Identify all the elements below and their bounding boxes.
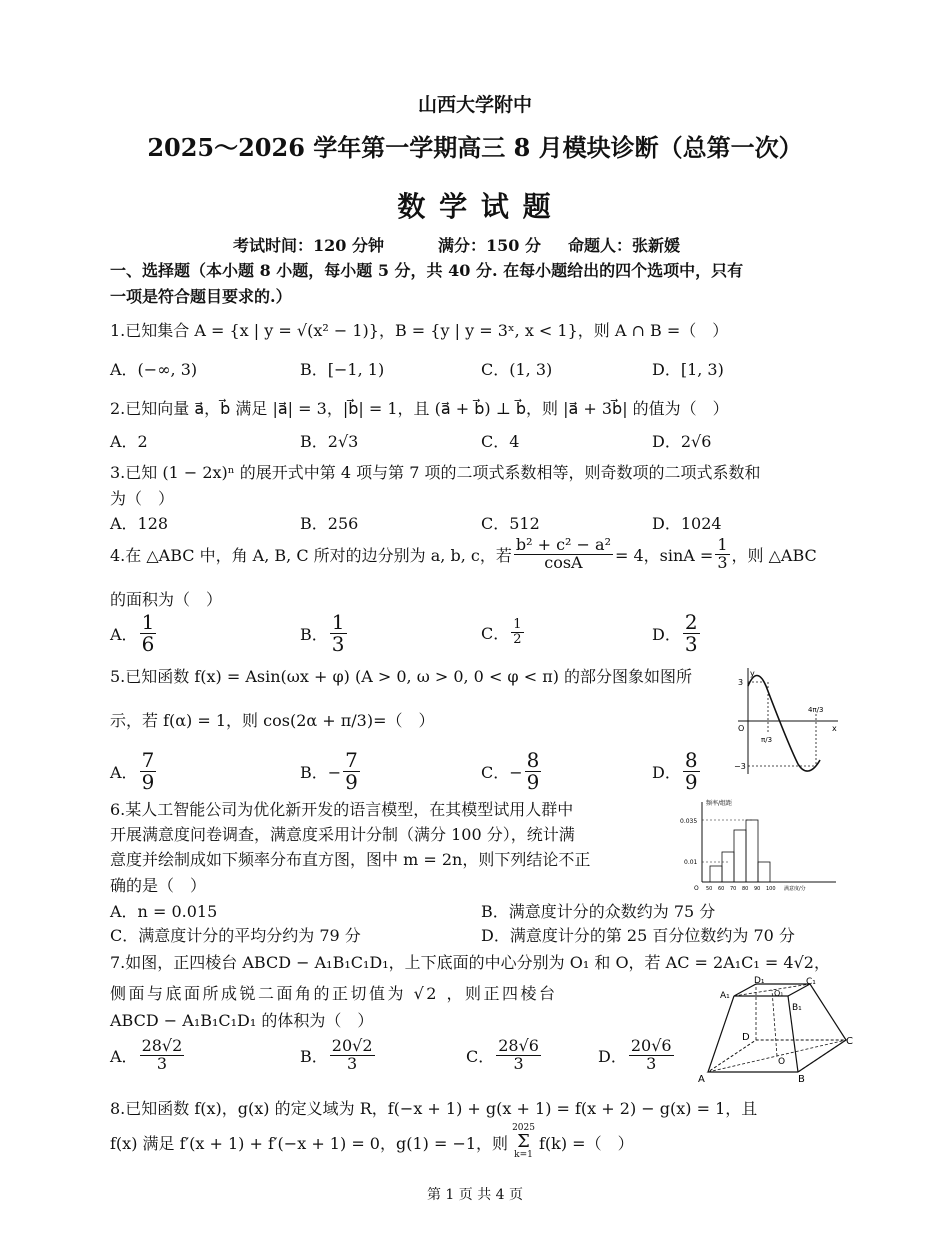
q4-option-c-frac — [511, 618, 523, 646]
q4-option-d-den: 3 — [684, 632, 698, 656]
q5-sine-graph — [732, 664, 842, 776]
q6-stem-line1: 6.某人工智能公司为优化新开发的语言模型，在其模型试用人群中 — [110, 800, 574, 819]
q7-diag-ac — [708, 1040, 846, 1072]
q3-stem-line1: 3.已知 (1 − 2x)ⁿ 的展开式中第 4 项与第 7 项的二项式系数相等，则奇数项的二项式系数和 — [110, 463, 761, 482]
q7-option-a-label: A． — [110, 1046, 138, 1066]
q7-label-a: A — [698, 1074, 705, 1085]
full-score: 满分：150 分 — [438, 236, 541, 255]
q7-stem-line3: ABCD − A₁B₁C₁D₁ 的体积为（ ） — [110, 1011, 374, 1030]
q6-stem-line3: 意度并绘制成如下频率分布直方图，图中 m = 2n，则下列结论不正 — [110, 850, 591, 869]
q5-option-a-frac — [140, 750, 157, 793]
q6-tick-90: 90 — [754, 886, 761, 892]
q6-tick-70: 70 — [730, 886, 737, 892]
q7-label-d: D — [742, 1032, 750, 1043]
q5-line2-arg: (2α + π/3) — [289, 711, 374, 730]
q2-option-d[interactable]: D．2√6 — [652, 432, 712, 451]
q7-label-c: C — [846, 1036, 853, 1047]
q5-option-b-label: B．− — [300, 763, 342, 782]
q5-label-top: 3 — [738, 678, 744, 687]
q4-option-c-den: 2 — [513, 631, 522, 647]
q6-bar-70-80 — [734, 830, 746, 882]
q5-label-bottom: −3 — [734, 762, 746, 771]
q7-label-c1: C₁ — [806, 977, 816, 987]
q4-post: ，则 △ABC — [731, 545, 817, 565]
subject-title: 数 学 试 题 — [397, 190, 553, 223]
q7-label-o1: O₁ — [774, 989, 784, 998]
q7-option-a-frac — [140, 1038, 185, 1073]
q7-label-o: O — [778, 1057, 786, 1067]
q2-option-c[interactable]: C．4 — [481, 432, 520, 451]
q7-option-c-label: C． — [466, 1046, 495, 1066]
q5-option-b-frac — [343, 750, 360, 793]
q2-stem: 2.已知向量 a⃗，b⃗ 满足 |a⃗| = 3，|b⃗| = 1，且 (a⃗ + b⃗) ⊥ b⃗，则 |a⃗ + 3b⃗| 的值为（ ） — [110, 399, 729, 418]
q7-option-b-frac — [330, 1038, 375, 1073]
q5-stem-line2 — [110, 708, 435, 731]
q5-option-d-frac — [683, 750, 700, 793]
exam-time: 考试时间：120 分钟 — [233, 236, 384, 255]
q7-stem-line1: 7.如图，正四棱台 ABCD − A₁B₁C₁D₁，上下底面的中心分别为 O₁ 和 O，若 AC = 2A₁C₁ = 4√2， — [110, 953, 830, 972]
q4-option-c[interactable] — [481, 618, 526, 646]
q4-sin-fraction — [715, 537, 729, 572]
exam-author: 命题人：张新媛 — [568, 236, 681, 255]
q4-option-d-num: 2 — [684, 610, 698, 634]
q6-tick-100: 100 — [766, 886, 776, 892]
q7-option-d-num: 20√6 — [630, 1036, 672, 1055]
q7-label-d1: D₁ — [754, 976, 765, 986]
q4-option-a[interactable] — [110, 612, 158, 655]
q8-line2-post: f(k) =（ ） — [538, 1133, 634, 1153]
q5-option-c[interactable] — [481, 750, 543, 793]
q4-option-c-label: C． — [481, 623, 510, 643]
q5-option-c-frac — [525, 750, 542, 793]
q8-sum-bottom: k=1 — [514, 1150, 533, 1160]
q3-option-b[interactable]: B．256 — [300, 514, 359, 533]
q4-sin-num: 1 — [717, 535, 728, 554]
q7-option-b-den: 3 — [347, 1053, 358, 1073]
q6-bar-80-90 — [746, 820, 758, 882]
q1-option-d[interactable]: D．[1, 3) — [652, 360, 724, 379]
q5-option-c-den: 9 — [526, 770, 540, 794]
q4-option-d-frac — [683, 612, 700, 655]
q6-bar-50-60 — [710, 866, 722, 882]
q4-frac-den: cosA — [544, 552, 583, 572]
q6-tick-50: 50 — [706, 886, 713, 892]
q3-option-a[interactable]: A．128 — [110, 514, 169, 533]
q7-edge-aa1 — [708, 996, 734, 1072]
page-footer: 第 1 页 共 4 页 — [426, 1187, 524, 1203]
q5-option-d-label: D． — [652, 763, 681, 782]
q5-option-c-num: 8 — [526, 748, 540, 772]
q8-sum-top: 2025 — [512, 1123, 535, 1133]
q7-option-c-num: 28√6 — [498, 1036, 539, 1055]
q5-option-a-label: A． — [110, 763, 138, 782]
q5-y-axis-label: y — [750, 669, 755, 678]
q4-option-a-num: 1 — [141, 610, 155, 634]
q6-option-c[interactable]: C．满意度计分的平均分约为 79 分 — [110, 926, 361, 945]
q7-option-d-label: D． — [598, 1046, 627, 1066]
q1-set-b: B = {y | y = 3ˣ, x < 1} — [394, 321, 578, 340]
q5-option-d[interactable] — [652, 750, 702, 793]
q4-frac-num: b² + c² − a² — [515, 535, 611, 554]
q7-option-d-den: 3 — [646, 1053, 657, 1073]
q6-option-a[interactable]: A．n = 0.015 — [110, 902, 218, 921]
q4-option-b[interactable] — [300, 612, 349, 655]
q4-pre: 4.在 △ABC 中，角 A, B, C 所对的边分别为 a, b, c，若 — [110, 545, 512, 565]
q7-option-d-frac — [629, 1038, 674, 1073]
q6-bar-90-100 — [758, 862, 770, 882]
q4-option-b-frac — [330, 612, 347, 655]
q6-tick-60: 60 — [718, 886, 725, 892]
q5-sine-curve — [748, 676, 820, 772]
q6-bar-60-70 — [722, 852, 734, 882]
q5-label-origin: O — [738, 724, 745, 733]
q4-option-b-num: 1 — [331, 610, 345, 634]
q6-option-d[interactable]: D．满意度计分的第 25 百分位数约为 70 分 — [481, 926, 795, 945]
q5-option-d-den: 9 — [684, 770, 698, 794]
exam-title: 2025～2026 学年第一学期高三 8 月模块诊断（总第一次） — [147, 133, 803, 162]
q1-option-b[interactable]: B．[−1, 1) — [300, 360, 385, 379]
q4-stem — [110, 537, 817, 572]
q6-stem-line4: 确的是（ ） — [110, 876, 207, 895]
q5-option-b-den: 9 — [345, 770, 358, 794]
q7-option-d[interactable] — [598, 1038, 676, 1073]
q2-option-b[interactable]: B．2√3 — [300, 432, 359, 451]
q7-edge-bc — [798, 1040, 846, 1072]
q7-axis-oo1 — [772, 990, 777, 1056]
q7-frustum-figure — [698, 974, 858, 1084]
q7-option-a-den: 3 — [156, 1053, 168, 1073]
q1-pre: 1.已知集合 — [110, 321, 195, 340]
q5-label-pi3: π/3 — [761, 736, 773, 744]
q3-stem-line2: 为（ ） — [110, 489, 175, 508]
q8-sum-sym: Σ — [517, 1131, 530, 1152]
q5-line2-pre: 示，若 f(α) = 1，则 cos — [110, 711, 290, 730]
q5-option-c-label: C．− — [481, 763, 523, 782]
q1-stem: 1.已知集合 A = {x | y = √(x² − 1)}，B = {y | y = 3ˣ, x < 1}，则 A ∩ B =（ ） — [110, 321, 729, 340]
q5-line2-post: =（ ） — [373, 711, 435, 730]
q5-option-d-num: 8 — [684, 748, 698, 772]
q8-line2-pre: f(x) 满足 f′(x + 1) + f′(−x + 1) = 0，g(1) = −1，则 — [110, 1133, 509, 1153]
q4-option-d-label: D． — [652, 625, 681, 644]
q5-x-axis-label: x — [832, 724, 837, 733]
q1-post: ，则 A ∩ B =（ ） — [577, 321, 729, 340]
q7-option-b[interactable] — [300, 1038, 377, 1073]
q4-option-b-label: B． — [300, 625, 328, 644]
q5-stem-line1: 5.已知函数 f(x) = Asin(ωx + φ) (A > 0, ω > 0, 0 < φ < π) 的部分图象如图所 — [110, 667, 693, 686]
q8-summation — [512, 1124, 535, 1160]
q6-option-b[interactable]: B．满意度计分的众数约为 75 分 — [481, 902, 716, 921]
q1-option-a[interactable]: A．(−∞, 3) — [110, 360, 198, 379]
q6-tick-80: 80 — [742, 886, 749, 892]
q5-label-4pi3: 4π/3 — [808, 706, 824, 714]
q2-option-a[interactable]: A．2 — [110, 432, 148, 451]
q1-option-c[interactable]: C．(1, 3) — [481, 360, 553, 379]
q6-stem-line2: 开展满意度问卷调查，满意度采用计分制（满分 100 分），统计满 — [110, 825, 575, 844]
q7-option-a[interactable] — [110, 1038, 186, 1073]
q4-option-b-den: 3 — [331, 632, 345, 656]
q6-y-title: 频率/组距 — [706, 800, 733, 807]
q4-option-c-num: 1 — [513, 617, 522, 632]
q7-option-b-label: B． — [300, 1046, 328, 1066]
q6-origin: O — [694, 885, 699, 892]
q7-option-b-num: 20√2 — [331, 1036, 373, 1055]
q5-option-a-num: 7 — [141, 748, 155, 772]
q8-stem-line1: 8.已知函数 f(x)，g(x) 的定义域为 R，f(−x + 1) + g(x + 1) = f(x + 2) − g(x) = 1，且 — [110, 1099, 758, 1118]
q4-option-d[interactable] — [652, 612, 702, 655]
q8-stem-line2 — [110, 1124, 634, 1160]
q4-option-a-label: A． — [110, 625, 138, 644]
q6-y-tick-high: 0.035 — [680, 818, 698, 825]
q7-edge-cc1 — [810, 984, 846, 1040]
q6-y-tick-low: 0.01 — [684, 859, 698, 866]
q7-label-a1: A₁ — [720, 991, 730, 1001]
q1-set-a: A = {x | y = √(x² − 1)} — [194, 321, 379, 340]
q7-option-c-den: 3 — [513, 1053, 524, 1073]
q6-x-title: 满意度/分 — [784, 886, 806, 892]
q4-stem-line2: 的面积为（ ） — [110, 590, 223, 609]
q7-stem-line2: 侧面与底面所成锐二面角的正切值为 √2 ，则正四棱台 — [110, 984, 558, 1003]
q5-option-a[interactable] — [110, 750, 158, 793]
q4-fraction — [514, 537, 613, 572]
q4-sin-den: 3 — [717, 552, 728, 572]
q7-option-c-frac — [496, 1038, 541, 1073]
q5-option-b-num: 7 — [345, 748, 358, 772]
section1-line2: 一项是符合题目要求的.） — [110, 287, 292, 306]
q4-option-a-den: 6 — [141, 632, 155, 656]
q4-option-a-frac — [140, 612, 157, 655]
q7-label-b1: B₁ — [792, 1003, 802, 1013]
q7-option-c[interactable] — [466, 1038, 543, 1073]
school-name: 山西大学附中 — [417, 94, 532, 116]
q7-option-a-num: 28√2 — [141, 1036, 183, 1055]
section1-line1: 一、选择题（本小题 8 小题，每小题 5 分，共 40 分. 在每小题给出的四个选项中，只有 — [110, 261, 744, 280]
q3-option-d[interactable]: D．1024 — [652, 514, 722, 533]
q5-option-b[interactable] — [300, 750, 362, 793]
q4-mid: = 4，sinA = — [614, 545, 714, 565]
q5-option-a-den: 9 — [141, 770, 155, 794]
q3-option-c[interactable]: C．512 — [481, 514, 540, 533]
q6-histogram — [680, 796, 838, 892]
q7-label-b: B — [798, 1074, 805, 1085]
